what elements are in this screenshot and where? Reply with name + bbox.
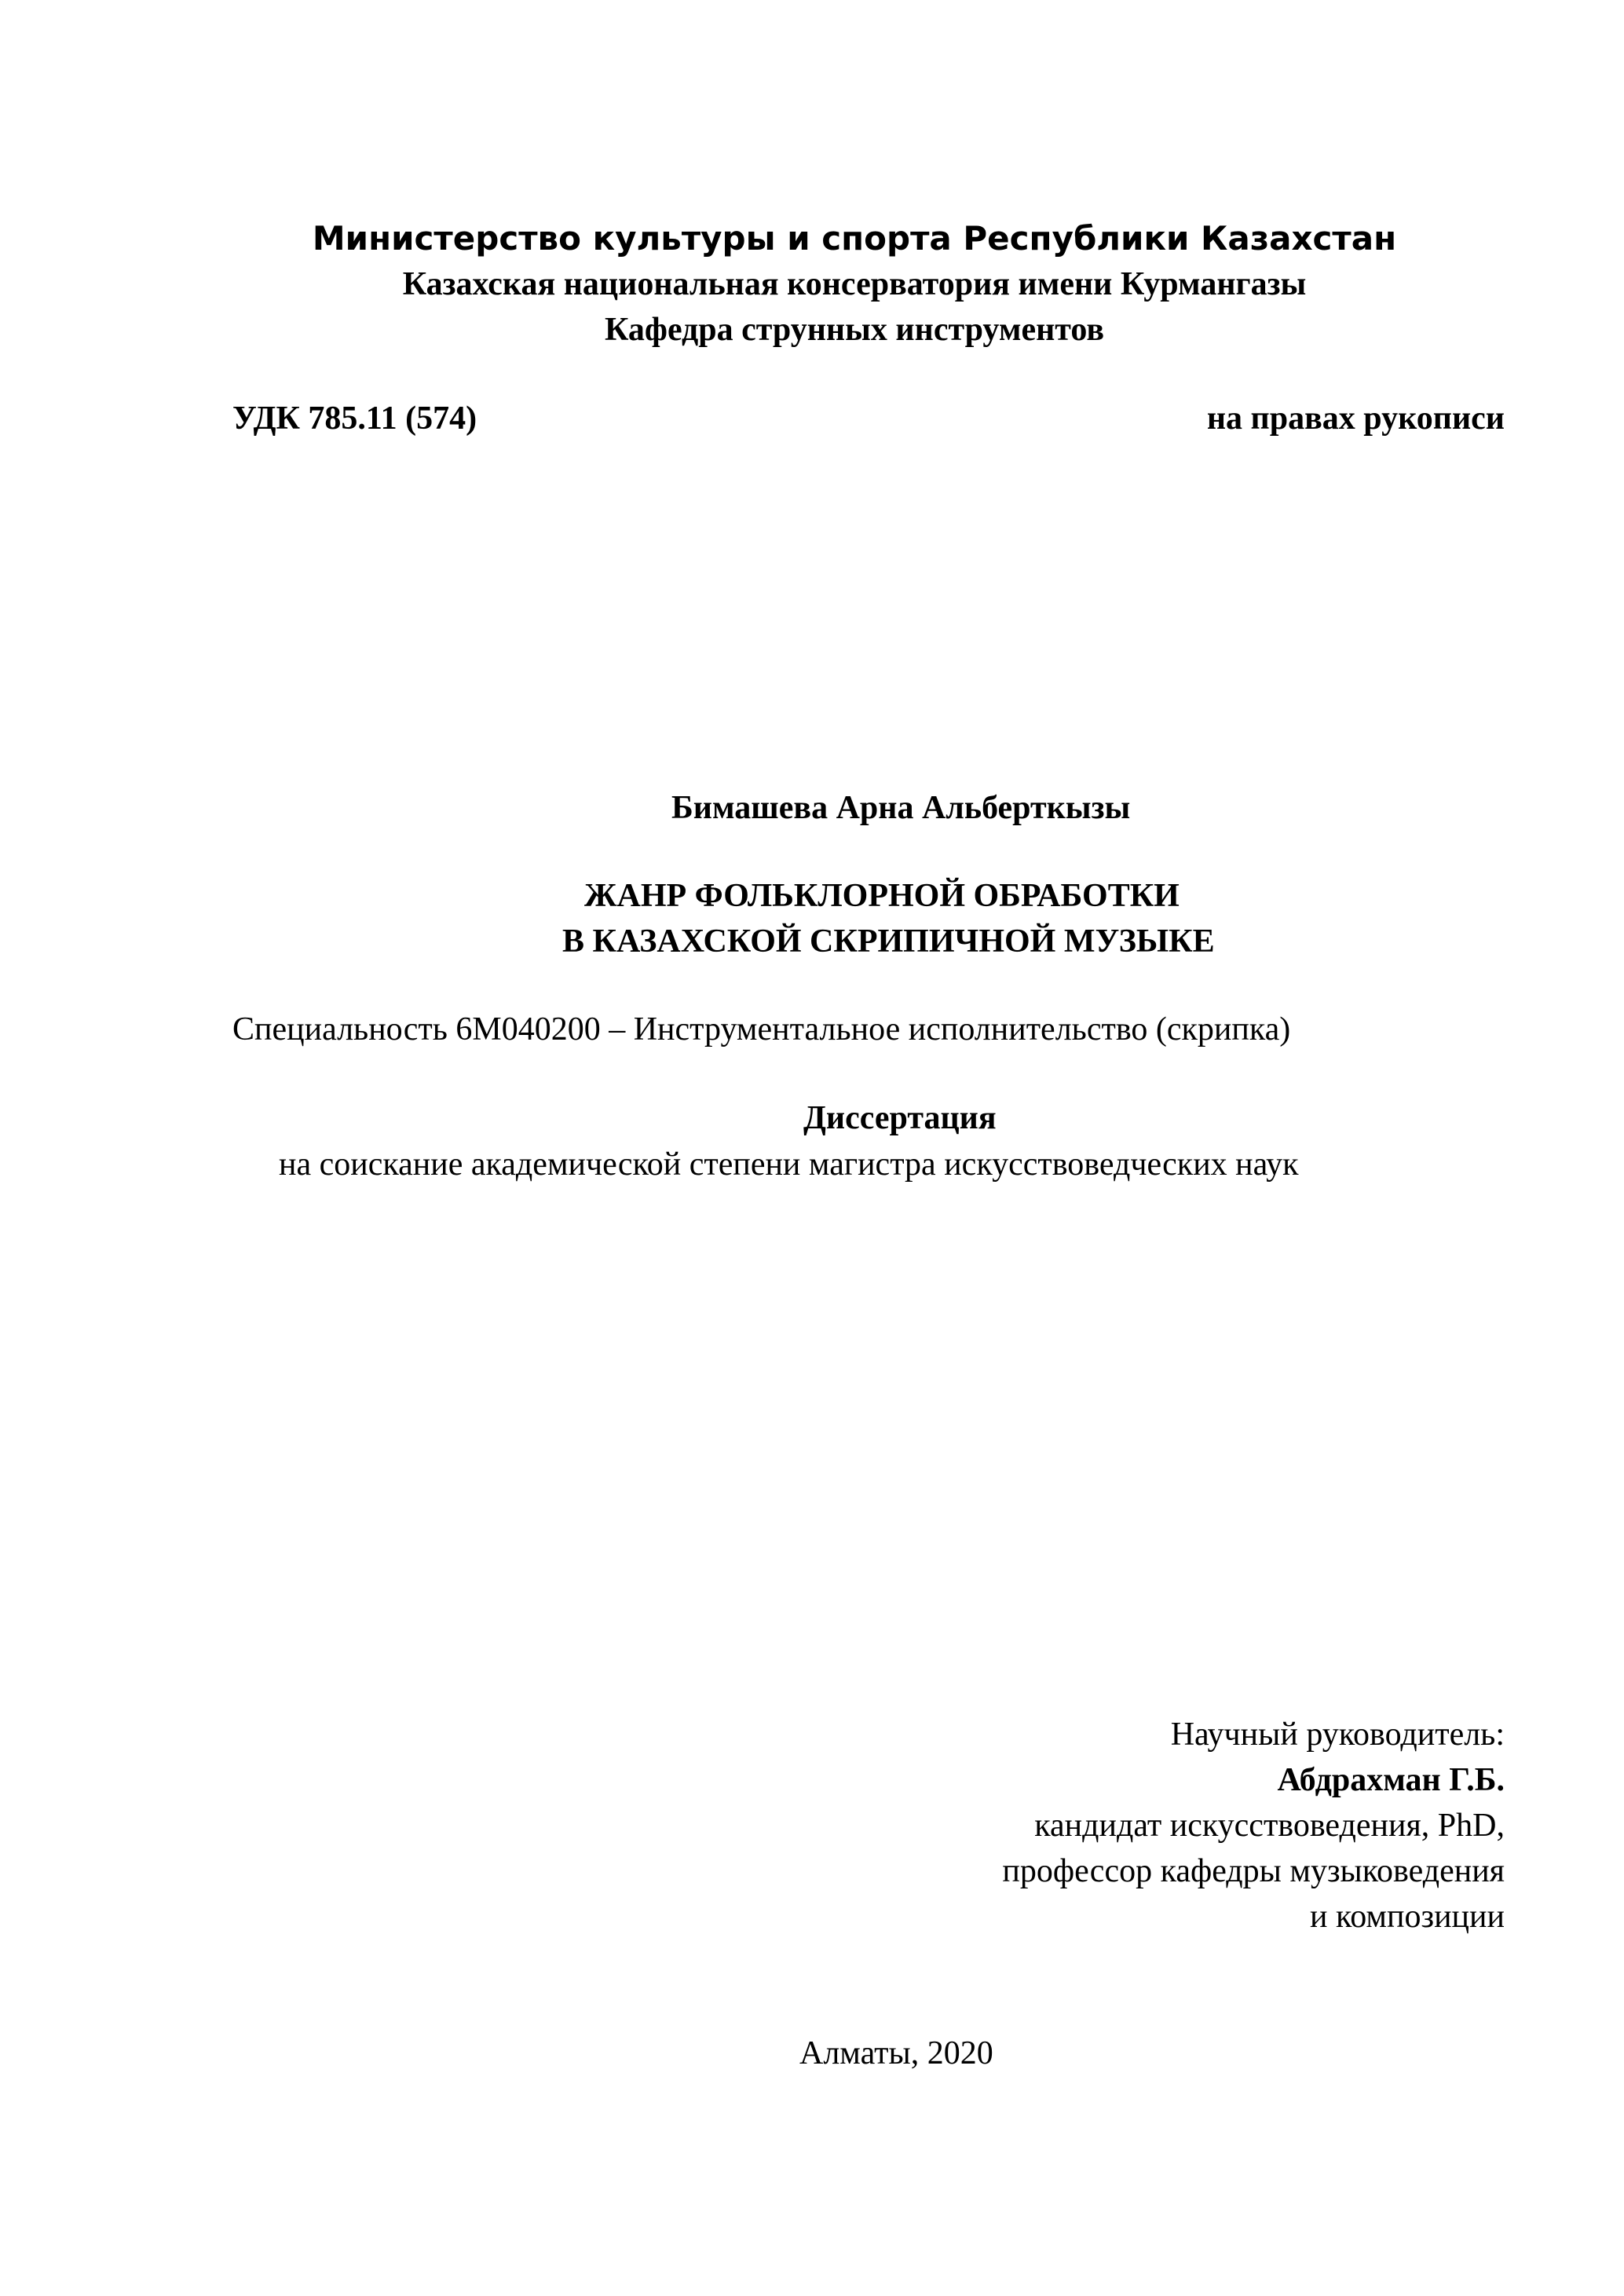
manuscript-note: на правах рукописи	[1206, 400, 1505, 437]
department-heading: Кафедра струнных инструментов	[604, 312, 1105, 348]
supervisor-degree: кандидат искусствоведения, PhD,	[1034, 1808, 1505, 1844]
city-year: Алматы, 2020	[799, 2035, 993, 2071]
thesis-title-line-2: В КАЗАХСКОЙ СКРИПИЧНОЙ МУЗЫКЕ	[562, 923, 1215, 960]
udk-code: УДК 785.11 (574)	[232, 400, 477, 437]
supervisor-name: Абдрахман Г.Б.	[1277, 1762, 1505, 1798]
supervisor-label: Научный руководитель:	[1170, 1717, 1505, 1753]
ministry-heading: Министерство культуры и спорта Республики Казахстан	[312, 219, 1397, 258]
conservatory-heading: Казахская национальная консерватория имени Курмангазы	[402, 266, 1307, 302]
supervisor-position-cont: и композиции	[1309, 1899, 1505, 1935]
specialty-line: Специальность 6М040200 – Инструментальное исполнительство (скрипка)	[232, 1011, 1291, 1047]
supervisor-position: профессор кафедры музыковедения	[1002, 1853, 1505, 1889]
degree-purpose: на соискание академической степени магистра искусствоведческих наук	[279, 1146, 1299, 1183]
thesis-title-line-1: ЖАНР ФОЛЬКЛОРНОЙ ОБРАБОТКИ	[584, 878, 1180, 914]
author-name: Бимашева Арна Альберткызы	[671, 790, 1131, 826]
work-type: Диссертация	[803, 1100, 997, 1136]
